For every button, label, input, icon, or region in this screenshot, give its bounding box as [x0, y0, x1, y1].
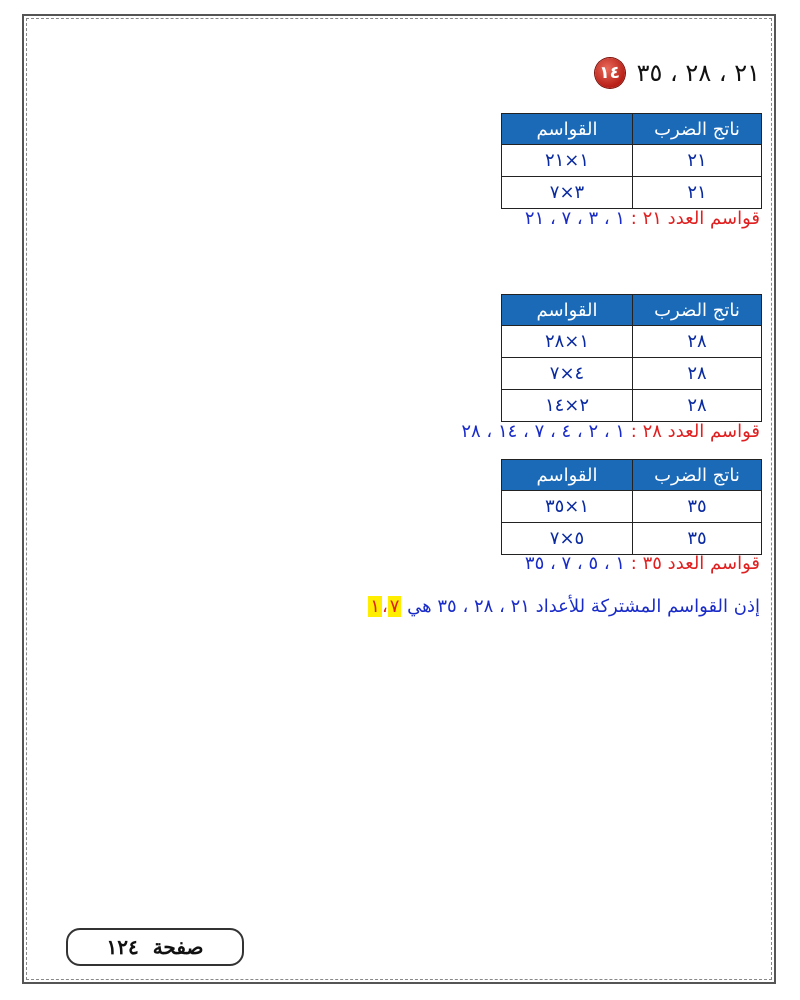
table-row [502, 145, 762, 177]
cell-product: ٢١ [633, 145, 762, 177]
cell-factors: ١×٢٨ [502, 326, 633, 358]
result-prefix: قواسم العدد [667, 421, 760, 442]
question-number-badge: ١٤ [595, 58, 625, 88]
result-prefix: قواسم العدد [667, 208, 760, 229]
table-row [502, 523, 762, 555]
table-row [502, 177, 762, 209]
question-text: ٢١ ، ٢٨ ، ٣٥ [636, 59, 760, 87]
page-number-box [66, 928, 244, 966]
page-number-label: صفحة ١٢٤ [106, 935, 204, 959]
table-row [502, 358, 762, 390]
answer-highlight-2: ٧ [389, 596, 400, 617]
conclusion-text: إذن القواسم المشتركة للأعداد ٢١ ، ٢٨ ، ٣٥ هي [407, 596, 760, 617]
cell-factors: ٥×٧ [502, 523, 633, 555]
header-product: ناتج الضرب [633, 460, 762, 491]
header-factors: القواسم [502, 295, 633, 326]
table-header-row [502, 295, 762, 326]
table-header-row [502, 114, 762, 145]
answer-separator: ، [381, 596, 388, 617]
cell-product: ٢٨ [633, 358, 762, 390]
factors-result-28 [461, 421, 760, 442]
cell-factors: ١×٣٥ [502, 491, 633, 523]
table-header-row [502, 460, 762, 491]
cell-factors: ٤×٧ [502, 358, 633, 390]
result-values: ١ ، ٣ ، ٧ ، ٢١ [524, 208, 626, 229]
cell-factors: ١×٢١ [502, 145, 633, 177]
cell-factors: ٣×٧ [502, 177, 633, 209]
cell-product: ٢٨ [633, 326, 762, 358]
factors-table-35 [501, 459, 762, 555]
cell-factors: ٢×١٤ [502, 390, 633, 422]
cell-product: ٣٥ [633, 523, 762, 555]
conclusion-line [368, 596, 760, 617]
factors-result-35 [525, 553, 760, 574]
table-row [502, 326, 762, 358]
cell-product: ٢١ [633, 177, 762, 209]
result-number: ٢١ : [630, 208, 662, 229]
header-factors: القواسم [502, 114, 633, 145]
header-product: ناتج الضرب [633, 295, 762, 326]
factors-table-28 [501, 294, 762, 422]
table-row [502, 491, 762, 523]
result-number: ٣٥ : [630, 553, 662, 574]
factors-result-21 [525, 208, 760, 229]
answer-highlight-1: ١ [370, 596, 380, 617]
header-product: ناتج الضرب [633, 114, 762, 145]
result-number: ٢٨ : [630, 421, 662, 442]
result-prefix: قواسم العدد [667, 553, 760, 574]
cell-product: ٣٥ [633, 491, 762, 523]
factors-table-21 [501, 113, 762, 209]
result-values: ١ ، ٢ ، ٤ ، ٧ ، ١٤ ، ٢٨ [461, 421, 626, 442]
header-factors: القواسم [502, 460, 633, 491]
cell-product: ٢٨ [633, 390, 762, 422]
question-header [595, 56, 760, 90]
result-values: ١ ، ٥ ، ٧ ، ٣٥ [524, 553, 626, 574]
table-row [502, 390, 762, 422]
